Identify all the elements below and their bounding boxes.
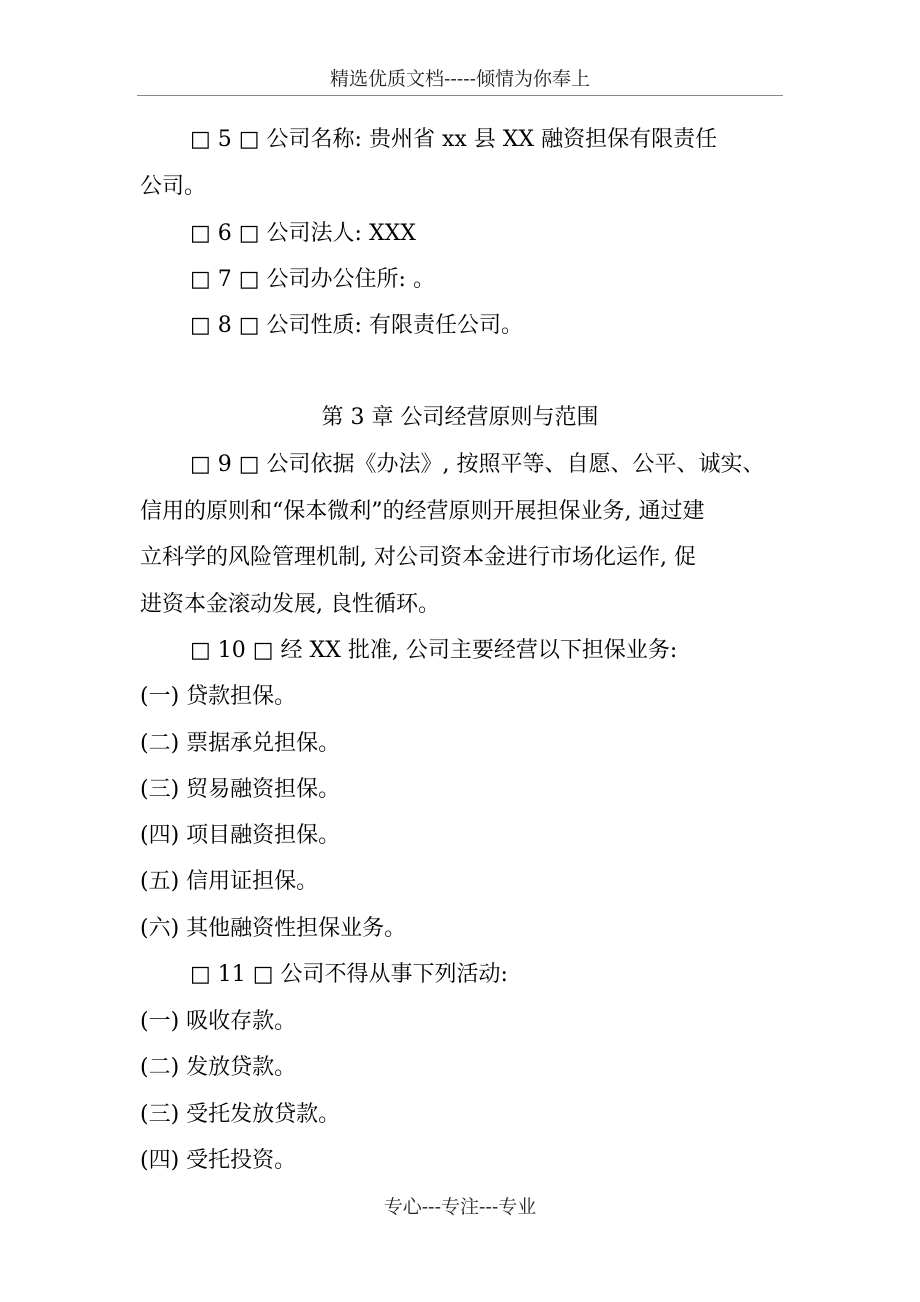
list-item: (三) 受托发放贷款。: [140, 1102, 341, 1127]
list-item: (二) 发放贷款。: [140, 1055, 297, 1080]
list-item: (六) 其他融资性担保业务。: [140, 916, 407, 941]
list-item: (五) 信用证担保。: [140, 869, 319, 894]
header-rule: [137, 95, 783, 96]
article-9-line-4: 进资本金滚动发展, 良性循环。: [140, 592, 440, 617]
page-footer: 专心---专注---专业: [383, 1196, 537, 1218]
chapter-3-title: 第 3 章 公司经营原则与范围: [321, 405, 599, 430]
article-5-line-2: 公司。: [140, 174, 207, 199]
list-item: (四) 项目融资担保。: [140, 823, 341, 848]
article-6: □ 6 □ 公司法人: XXX: [190, 221, 416, 246]
list-item: (一) 贷款担保。: [140, 684, 297, 709]
page-header: 精选优质文档-----倾情为你奉上: [329, 68, 591, 90]
article-9-line-3: 立科学的风险管理机制, 对公司资本金进行市场化运作, 促: [140, 545, 696, 570]
article-7: □ 7 □ 公司办公住所: 。: [190, 267, 435, 292]
article-9-line-1: □ 9 □ 公司依据《办法》, 按照平等、自愿、公平、诚实、: [190, 452, 765, 477]
list-item: (四) 受托投资。: [140, 1148, 297, 1173]
list-item: (三) 贸易融资担保。: [140, 777, 341, 802]
article-5-line-1: □ 5 □ 公司名称: 贵州省 xx 县 XX 融资担保有限责任: [190, 127, 718, 152]
article-10: □ 10 □ 经 XX 批准, 公司主要经营以下担保业务:: [190, 638, 678, 663]
article-9-line-2: 信用的原则和“保本微利”的经营原则开展担保业务, 通过建: [140, 499, 705, 524]
list-item: (二) 票据承兑担保。: [140, 731, 341, 756]
article-11: □ 11 □ 公司不得从事下列活动:: [190, 962, 508, 987]
list-item: (一) 吸收存款。: [140, 1009, 297, 1034]
article-8: □ 8 □ 公司性质: 有限责任公司。: [190, 313, 523, 338]
